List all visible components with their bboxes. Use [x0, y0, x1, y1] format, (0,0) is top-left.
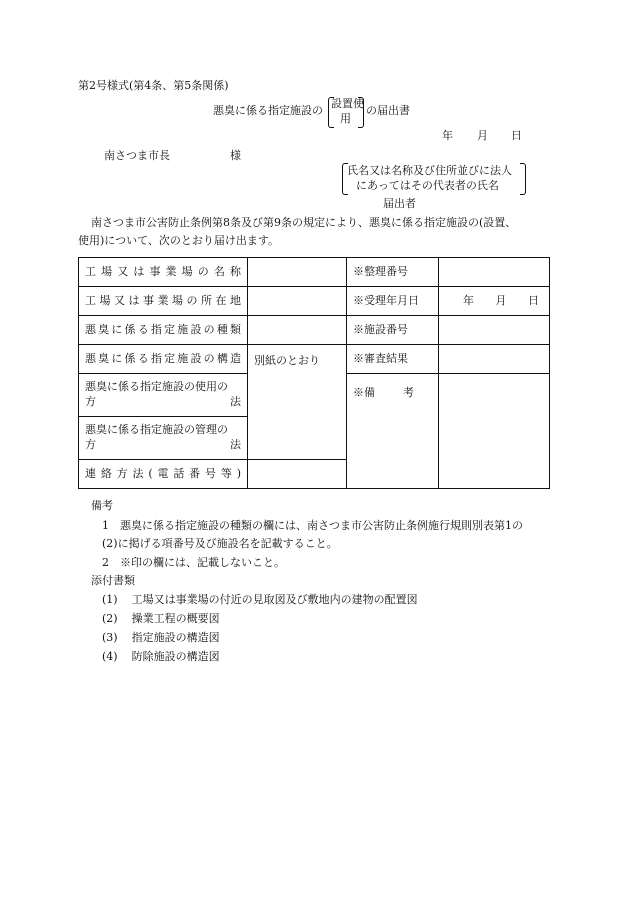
- attachments-heading: 添付書類: [91, 574, 135, 587]
- title-bracket: [328, 97, 364, 128]
- factory-name-field[interactable]: [248, 258, 347, 287]
- attachment-item: (3) 指定施設の構造図: [102, 631, 220, 644]
- notifier-label: 届出者: [383, 197, 416, 210]
- title-suffix: の届出書: [366, 104, 410, 117]
- addressee-name: 南さつま市長: [104, 149, 170, 162]
- date-day: 日: [511, 129, 522, 142]
- received-day: 日: [528, 293, 539, 307]
- office-reference-number-label: ※整理番号: [347, 258, 439, 287]
- office-received-date-field: [439, 287, 550, 316]
- factory-address-field[interactable]: [248, 287, 347, 316]
- notifier-bracket: [342, 163, 526, 195]
- row-factory-address-label: 工場又は事業場の所在地: [79, 287, 248, 316]
- attachment-item: (4) 防除施設の構造図: [102, 650, 220, 663]
- addressee-honorific: 様: [230, 149, 241, 162]
- office-facility-number-field: [439, 316, 550, 345]
- remarks-char: 考: [403, 386, 414, 399]
- note2: 2 ※印の欄には、記載しないこと。: [102, 556, 285, 569]
- facility-type-field[interactable]: [248, 316, 347, 345]
- office-remarks-label: [347, 374, 439, 489]
- row-contact-label: 連絡方法(電話番号等): [79, 460, 248, 489]
- notifier-line2: にあってはその代表者の氏名: [356, 179, 499, 192]
- separate-sheet-cell[interactable]: [248, 345, 347, 460]
- office-reference-number-field: [439, 258, 550, 287]
- office-remarks-field: [439, 374, 550, 489]
- body-text-line1: 南さつま市公害防止条例第8条及び第9条の規定により、悪臭に係る指定施設の(設置、: [91, 216, 517, 229]
- row-facility-type-label: 悪臭に係る指定施設の種類: [79, 316, 248, 345]
- notification-table: [78, 257, 550, 489]
- date-year: 年: [442, 129, 453, 142]
- separate-sheet-text: 別紙のとおり: [254, 354, 320, 367]
- row-usage-method-label: 悪臭に係る指定施設の使用の 方 法: [79, 374, 248, 417]
- office-review-result-label: ※審査結果: [347, 345, 439, 374]
- row-factory-name-label: 工場又は事業場の名称: [79, 258, 248, 287]
- attachment-item: (1) 工場又は事業場の付近の見取図及び敷地内の建物の配置図: [102, 593, 418, 606]
- office-received-date-label: ※受理年月日: [347, 287, 439, 316]
- notifier-line1: 氏名又は名称及び住所並びに法人: [347, 164, 512, 177]
- note1-line1: 1 悪臭に係る指定施設の種類の欄には、南さつま市公害防止条例施行規則別表第1の: [102, 519, 523, 532]
- office-facility-number-label: ※施設番号: [347, 316, 439, 345]
- received-month: 月: [495, 293, 507, 307]
- note1-line2: (2)に掲げる項番号及び施設名を記載すること。: [102, 537, 338, 550]
- remarks-mark: ※備: [353, 386, 375, 399]
- title-bracket-line1: 設置使: [331, 97, 364, 110]
- row-management-method-label: 悪臭に係る指定施設の管理の 方 法: [79, 417, 248, 460]
- date-month: 月: [477, 129, 488, 142]
- contact-field[interactable]: [248, 460, 347, 489]
- notes-heading: 備考: [91, 499, 113, 512]
- form-number: 第2号様式(第4条、第5条関係): [78, 79, 229, 92]
- title-bracket-line2: 用: [340, 112, 351, 125]
- attachment-item: (2) 操業工程の概要図: [102, 612, 220, 625]
- body-text-line2: 使用)について、次のとおり届け出ます。: [78, 234, 279, 247]
- title-prefix: 悪臭に係る指定施設の: [213, 104, 323, 117]
- row-facility-structure-label: 悪臭に係る指定施設の構造: [79, 345, 248, 374]
- received-year: 年: [463, 293, 474, 307]
- office-review-result-field: [439, 345, 550, 374]
